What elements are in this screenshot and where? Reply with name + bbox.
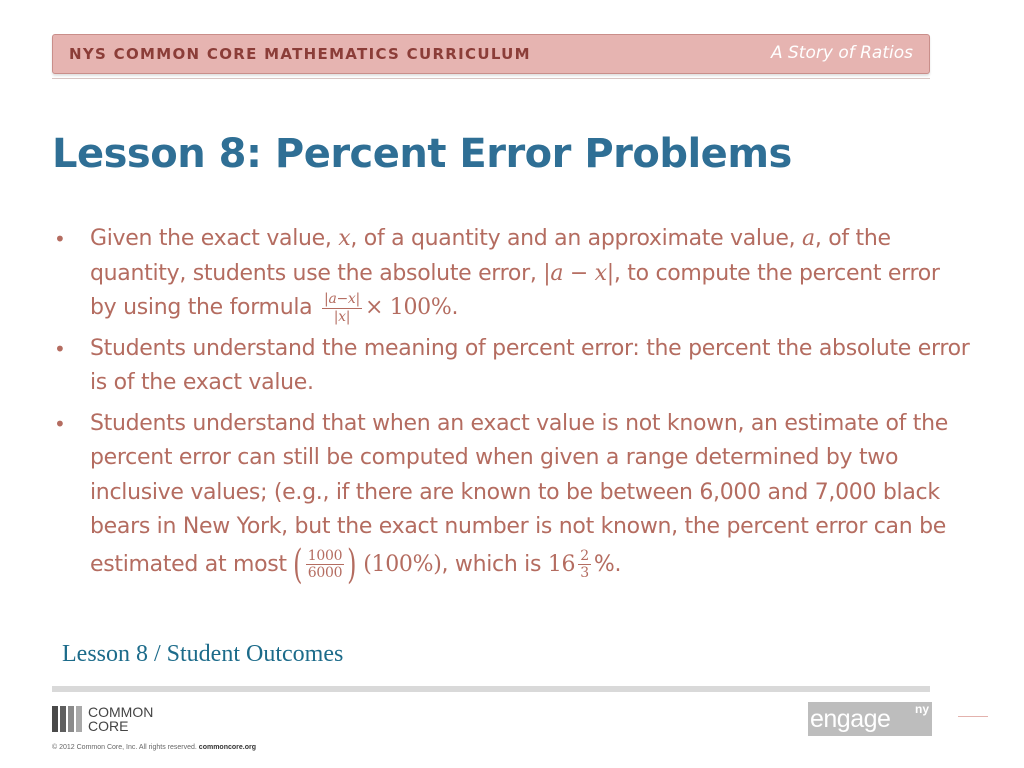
math-var-a: a [802,226,815,251]
bullet-text: %. [593,551,622,577]
bullet-text: , of a quantity and an approximate value, [350,226,803,251]
outcomes-list [52,222,972,591]
bullet-text: Students understand that when an exact value is not known, an estimate of the percent error can still be computed when given a range determined by two inclusive values; (e.g., if there are known to be between 6,000 and 7,000 black bears in New York, but the exact number is not known, the percent error can be estimated at most [90,410,948,577]
header-divider [52,78,930,79]
math-fraction [306,548,344,581]
header-bar [52,34,930,74]
bullet-text: . [451,295,459,320]
common-core-bars-icon [52,706,82,732]
bullet-text: , which is [441,551,548,577]
math-fraction [322,291,362,324]
bullet-text: Students understand the meaning of percent error: the percent the absolute error is of the exact value. [90,335,970,395]
math-abs-expression: |a − x| [543,260,614,286]
decorative-dash [958,716,988,717]
footer-divider [52,686,930,692]
bullet-text: , to compute the percent error by using the formula [90,260,940,320]
bullet-icon: • [54,411,66,436]
fraction-denominator: 6000 [307,565,343,581]
list-item [52,407,972,588]
page-title: Lesson 8: Percent Error Problems [52,131,792,177]
math-times-expression: × 100% [364,295,452,320]
list-item [52,222,972,326]
bullet-text: , of the quantity, students use the absolute error, [90,226,891,286]
logo-line: CORE [88,718,129,734]
engage-ny-logo [808,702,932,736]
copyright-text [52,744,256,751]
copyright-site: commoncore.org [198,744,256,751]
curriculum-label: NYS COMMON CORE MATHEMATICS CURRICULUM [69,45,531,63]
right-paren-icon: ) [347,541,357,588]
bullet-icon: • [54,336,66,361]
math-var-x: x [338,226,351,251]
fraction-denominator: 3 [580,565,589,581]
fraction-numerator: 1000 [307,547,343,564]
logo-line: COMMON [88,704,154,720]
story-label: A Story of Ratios [770,43,913,63]
mixed-number-fraction [578,548,591,581]
copyright-prefix: © 2012 Common Core, Inc. All rights reserved. [52,744,197,751]
fraction-numerator: 2 [580,547,589,564]
math-percent-expression: (100%) [363,551,442,577]
bullet-icon: • [54,227,66,251]
engage-logo-superscript: ny [914,702,929,716]
common-core-logo [52,705,153,733]
fraction-denominator: |x| [333,308,351,325]
fraction-numerator: |a−x| [324,291,360,308]
bullet-text: Given the exact value, [90,226,339,251]
engage-logo-text: engage [810,705,891,733]
mixed-number-whole: 16 [547,551,576,577]
section-title: Lesson 8 / Student Outcomes [62,641,344,667]
left-paren-icon: ( [293,541,303,588]
list-item [52,332,972,401]
